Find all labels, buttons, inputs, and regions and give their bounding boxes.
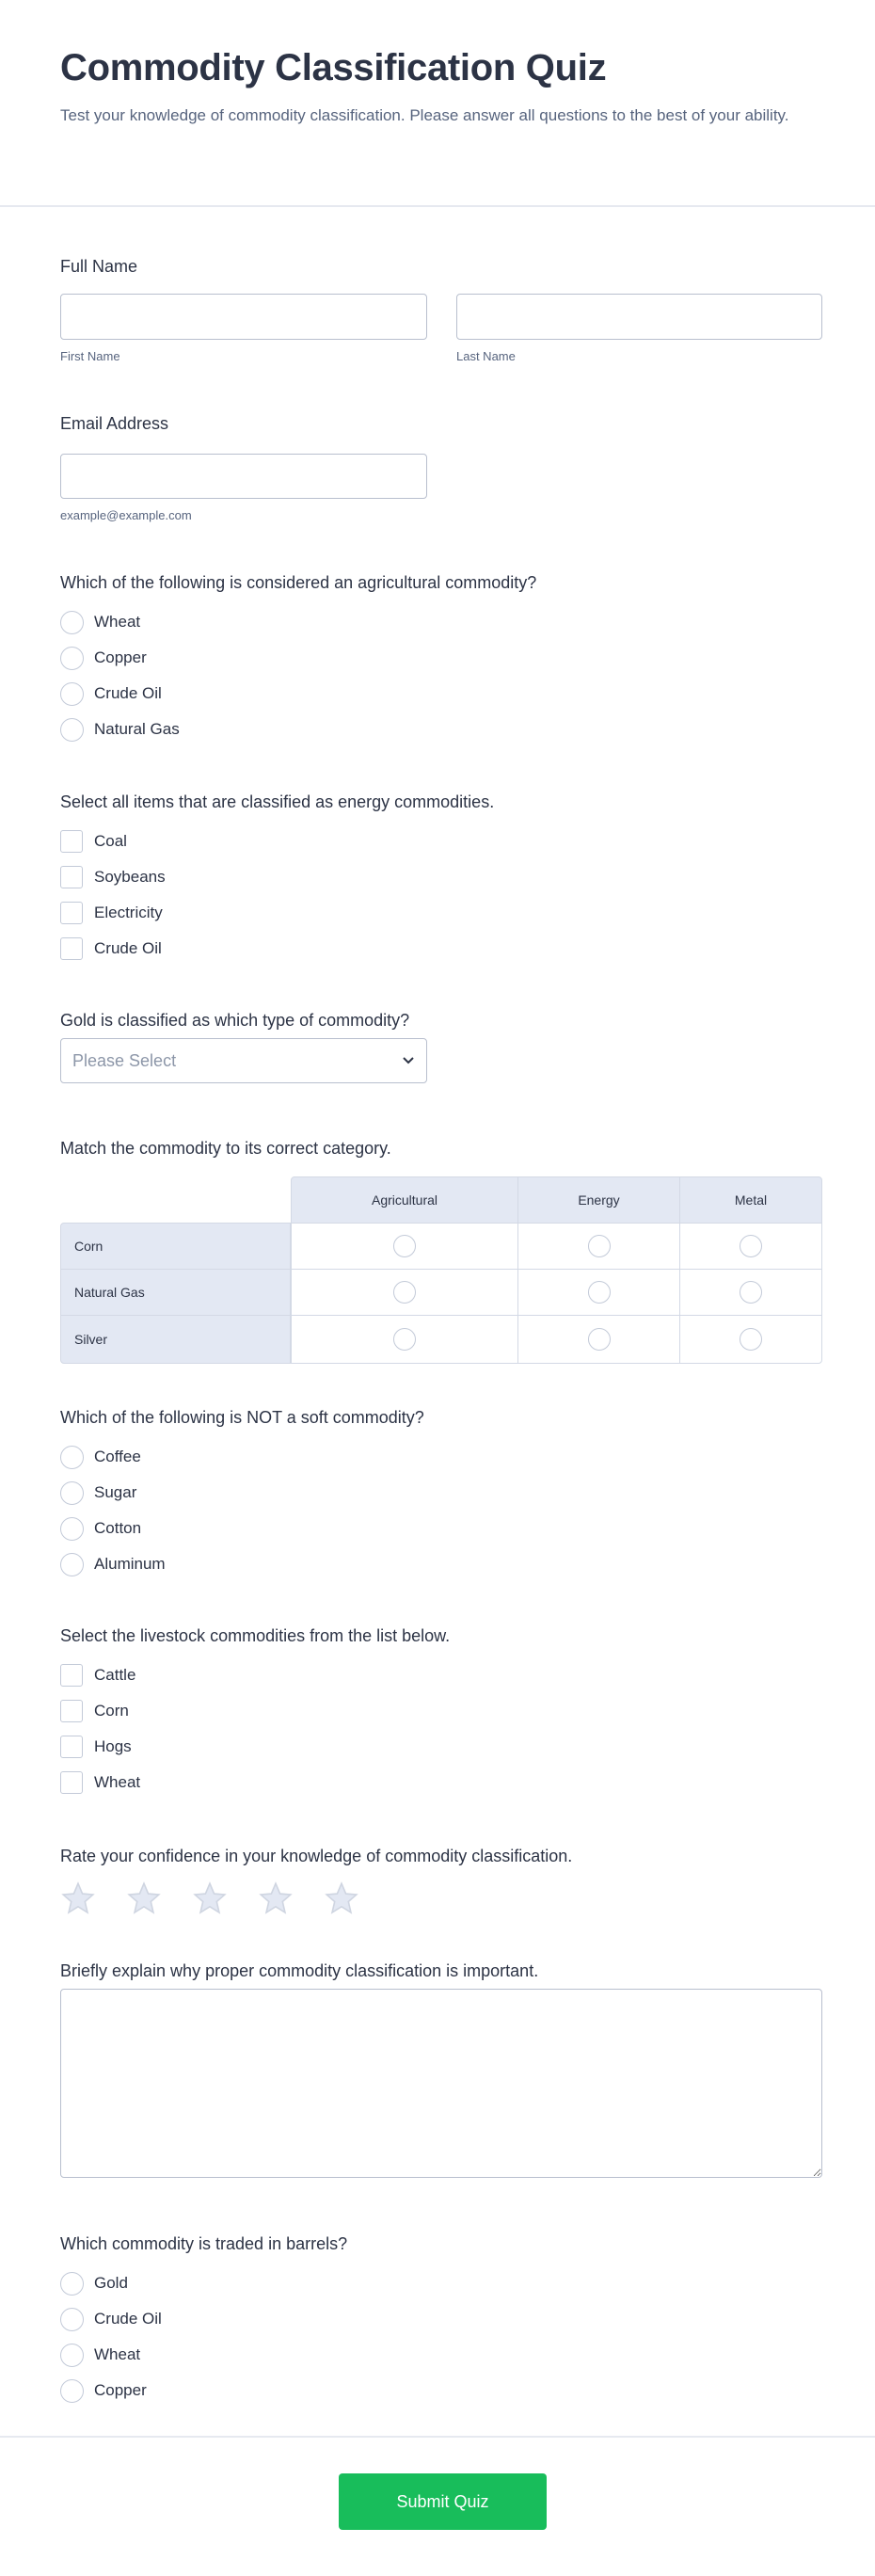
email-input[interactable] — [60, 454, 427, 499]
option-label: Aluminum — [94, 1555, 166, 1573]
option-label: Soybeans — [94, 868, 166, 886]
checkbox-option[interactable] — [60, 824, 822, 859]
checkbox-option[interactable] — [60, 1729, 822, 1765]
option-label: Coffee — [94, 1448, 141, 1465]
radio-option[interactable] — [60, 604, 822, 640]
matrix-row-header: Corn — [60, 1223, 291, 1270]
first-name-sublabel: First Name — [60, 349, 120, 363]
radio-button[interactable] — [60, 2344, 84, 2367]
page-title: Commodity Classification Quiz — [60, 47, 607, 88]
option-label: Crude Oil — [94, 2310, 162, 2328]
radio-button[interactable] — [588, 1281, 611, 1304]
matrix-cell — [517, 1269, 680, 1316]
option-label: Crude Oil — [94, 939, 162, 957]
star-icon[interactable] — [324, 1880, 359, 1916]
radio-button[interactable] — [60, 718, 84, 742]
matrix-column-header: Metal — [679, 1176, 822, 1224]
radio-button[interactable] — [60, 1517, 84, 1541]
radio-button[interactable] — [60, 2308, 84, 2331]
question-4-label-wrap — [60, 1137, 822, 1160]
matrix-cell — [291, 1315, 518, 1364]
full-name-label: Full Name — [60, 257, 138, 276]
matrix-row-header: Silver — [60, 1315, 291, 1364]
explanation-textarea[interactable] — [60, 1989, 822, 2178]
radio-button[interactable] — [393, 1235, 416, 1257]
radio-option[interactable] — [60, 1511, 822, 1546]
checkbox[interactable] — [60, 902, 83, 924]
option-label: Hogs — [94, 1737, 132, 1755]
matrix-row-header: Natural Gas — [60, 1269, 291, 1316]
checkbox[interactable] — [60, 1736, 83, 1758]
option-label: Electricity — [94, 904, 163, 921]
checkbox[interactable] — [60, 830, 83, 853]
question-label: Gold is classified as which type of commodity? — [60, 1011, 410, 1030]
question-label: Which of the following is considered an agricultural commodity? — [60, 573, 537, 592]
star-icon[interactable] — [258, 1880, 294, 1916]
matrix-cell — [679, 1315, 822, 1364]
option-label: Cotton — [94, 1519, 142, 1537]
matrix-cell — [291, 1269, 518, 1316]
matrix-cell — [517, 1315, 680, 1364]
question-2 — [60, 791, 822, 967]
commodity-type-select[interactable] — [60, 1038, 427, 1083]
email-sublabel: example@example.com — [60, 508, 192, 522]
option-label: Copper — [94, 2381, 147, 2399]
checkbox[interactable] — [60, 1771, 83, 1794]
question-5 — [60, 1406, 822, 1582]
radio-button[interactable] — [60, 1553, 84, 1576]
option-label: Wheat — [94, 613, 141, 631]
option-label: Sugar — [94, 1483, 137, 1501]
radio-button[interactable] — [60, 1446, 84, 1469]
matrix-column-header: Energy — [517, 1176, 680, 1224]
checkbox-option[interactable] — [60, 859, 822, 895]
chevron-down-icon — [402, 1056, 415, 1065]
form-header — [0, 0, 875, 207]
checkbox[interactable] — [60, 1700, 83, 1722]
radio-button[interactable] — [60, 2379, 84, 2403]
radio-button[interactable] — [60, 682, 84, 706]
radio-button[interactable] — [588, 1328, 611, 1351]
last-name-input[interactable] — [456, 294, 822, 340]
matrix-table — [60, 1176, 822, 1364]
checkbox-option[interactable] — [60, 895, 822, 931]
option-label: Crude Oil — [94, 684, 162, 702]
page-description: Test your knowledge of commodity classification. Please answer all questions to the best of your ability. — [60, 106, 789, 124]
radio-option[interactable] — [60, 2337, 822, 2373]
radio-button[interactable] — [588, 1235, 611, 1257]
radio-button[interactable] — [60, 1481, 84, 1505]
question-label: Which commodity is traded in barrels? — [60, 2234, 348, 2253]
first-name-input[interactable] — [60, 294, 427, 340]
matrix-cell — [517, 1223, 680, 1270]
question-label: Briefly explain why proper commodity classification is important. — [60, 1961, 539, 1980]
radio-button[interactable] — [60, 2272, 84, 2296]
question-label: Match the commodity to its correct category. — [60, 1139, 391, 1158]
submit-button[interactable]: Submit Quiz — [339, 2473, 547, 2530]
question-1 — [60, 571, 822, 747]
radio-button[interactable] — [740, 1328, 762, 1351]
question-3 — [60, 1009, 822, 1083]
radio-option[interactable] — [60, 712, 822, 747]
option-label: Coal — [94, 832, 127, 850]
option-label: Wheat — [94, 1773, 141, 1791]
checkbox[interactable] — [60, 937, 83, 960]
question-label: Rate your confidence in your knowledge of commodity classification. — [60, 1847, 573, 1865]
radio-option[interactable] — [60, 1439, 822, 1475]
checkbox[interactable] — [60, 1664, 83, 1687]
question-label: Which of the following is NOT a soft commodity? — [60, 1408, 424, 1427]
option-label: Wheat — [94, 2345, 141, 2363]
matrix-cell — [679, 1269, 822, 1316]
question-label: Select the livestock commodities from the list below. — [60, 1626, 451, 1645]
matrix-cell — [291, 1223, 518, 1270]
form-footer — [0, 2436, 875, 2576]
question-7 — [60, 1845, 822, 1916]
option-label: Copper — [94, 648, 147, 666]
radio-button[interactable] — [740, 1281, 762, 1304]
checkbox-option[interactable] — [60, 1693, 822, 1729]
question-9 — [60, 2232, 822, 2408]
question-8 — [60, 1960, 822, 2178]
star-icon[interactable] — [192, 1880, 228, 1916]
radio-option[interactable] — [60, 1546, 822, 1582]
radio-option[interactable] — [60, 1475, 822, 1511]
radio-option[interactable] — [60, 640, 822, 676]
email-field — [60, 412, 822, 522]
radio-button[interactable] — [393, 1328, 416, 1351]
radio-option[interactable] — [60, 2301, 822, 2337]
email-label: Email Address — [60, 414, 169, 433]
radio-button[interactable] — [60, 611, 84, 634]
option-label: Gold — [94, 2274, 128, 2292]
matrix-cell — [679, 1223, 822, 1270]
star-icon[interactable] — [60, 1880, 96, 1916]
checkbox-option[interactable] — [60, 1765, 822, 1800]
checkbox[interactable] — [60, 866, 83, 888]
checkbox-option[interactable] — [60, 931, 822, 967]
select-placeholder: Please Select — [72, 1050, 177, 1070]
option-label: Corn — [94, 1702, 129, 1720]
star-rating — [60, 1880, 822, 1916]
radio-button[interactable] — [60, 647, 84, 670]
radio-button[interactable] — [393, 1281, 416, 1304]
question-label: Select all items that are classified as energy commodities. — [60, 792, 495, 811]
star-icon[interactable] — [126, 1880, 162, 1916]
last-name-sublabel: Last Name — [456, 349, 516, 363]
full-name-field — [60, 255, 822, 363]
option-label: Cattle — [94, 1666, 136, 1684]
radio-option[interactable] — [60, 676, 822, 712]
radio-button[interactable] — [740, 1235, 762, 1257]
radio-option[interactable] — [60, 2373, 822, 2408]
option-label: Natural Gas — [94, 720, 180, 738]
radio-option[interactable] — [60, 2265, 822, 2301]
checkbox-option[interactable] — [60, 1657, 822, 1693]
question-6 — [60, 1624, 822, 1800]
matrix-column-header: Agricultural — [291, 1176, 518, 1224]
